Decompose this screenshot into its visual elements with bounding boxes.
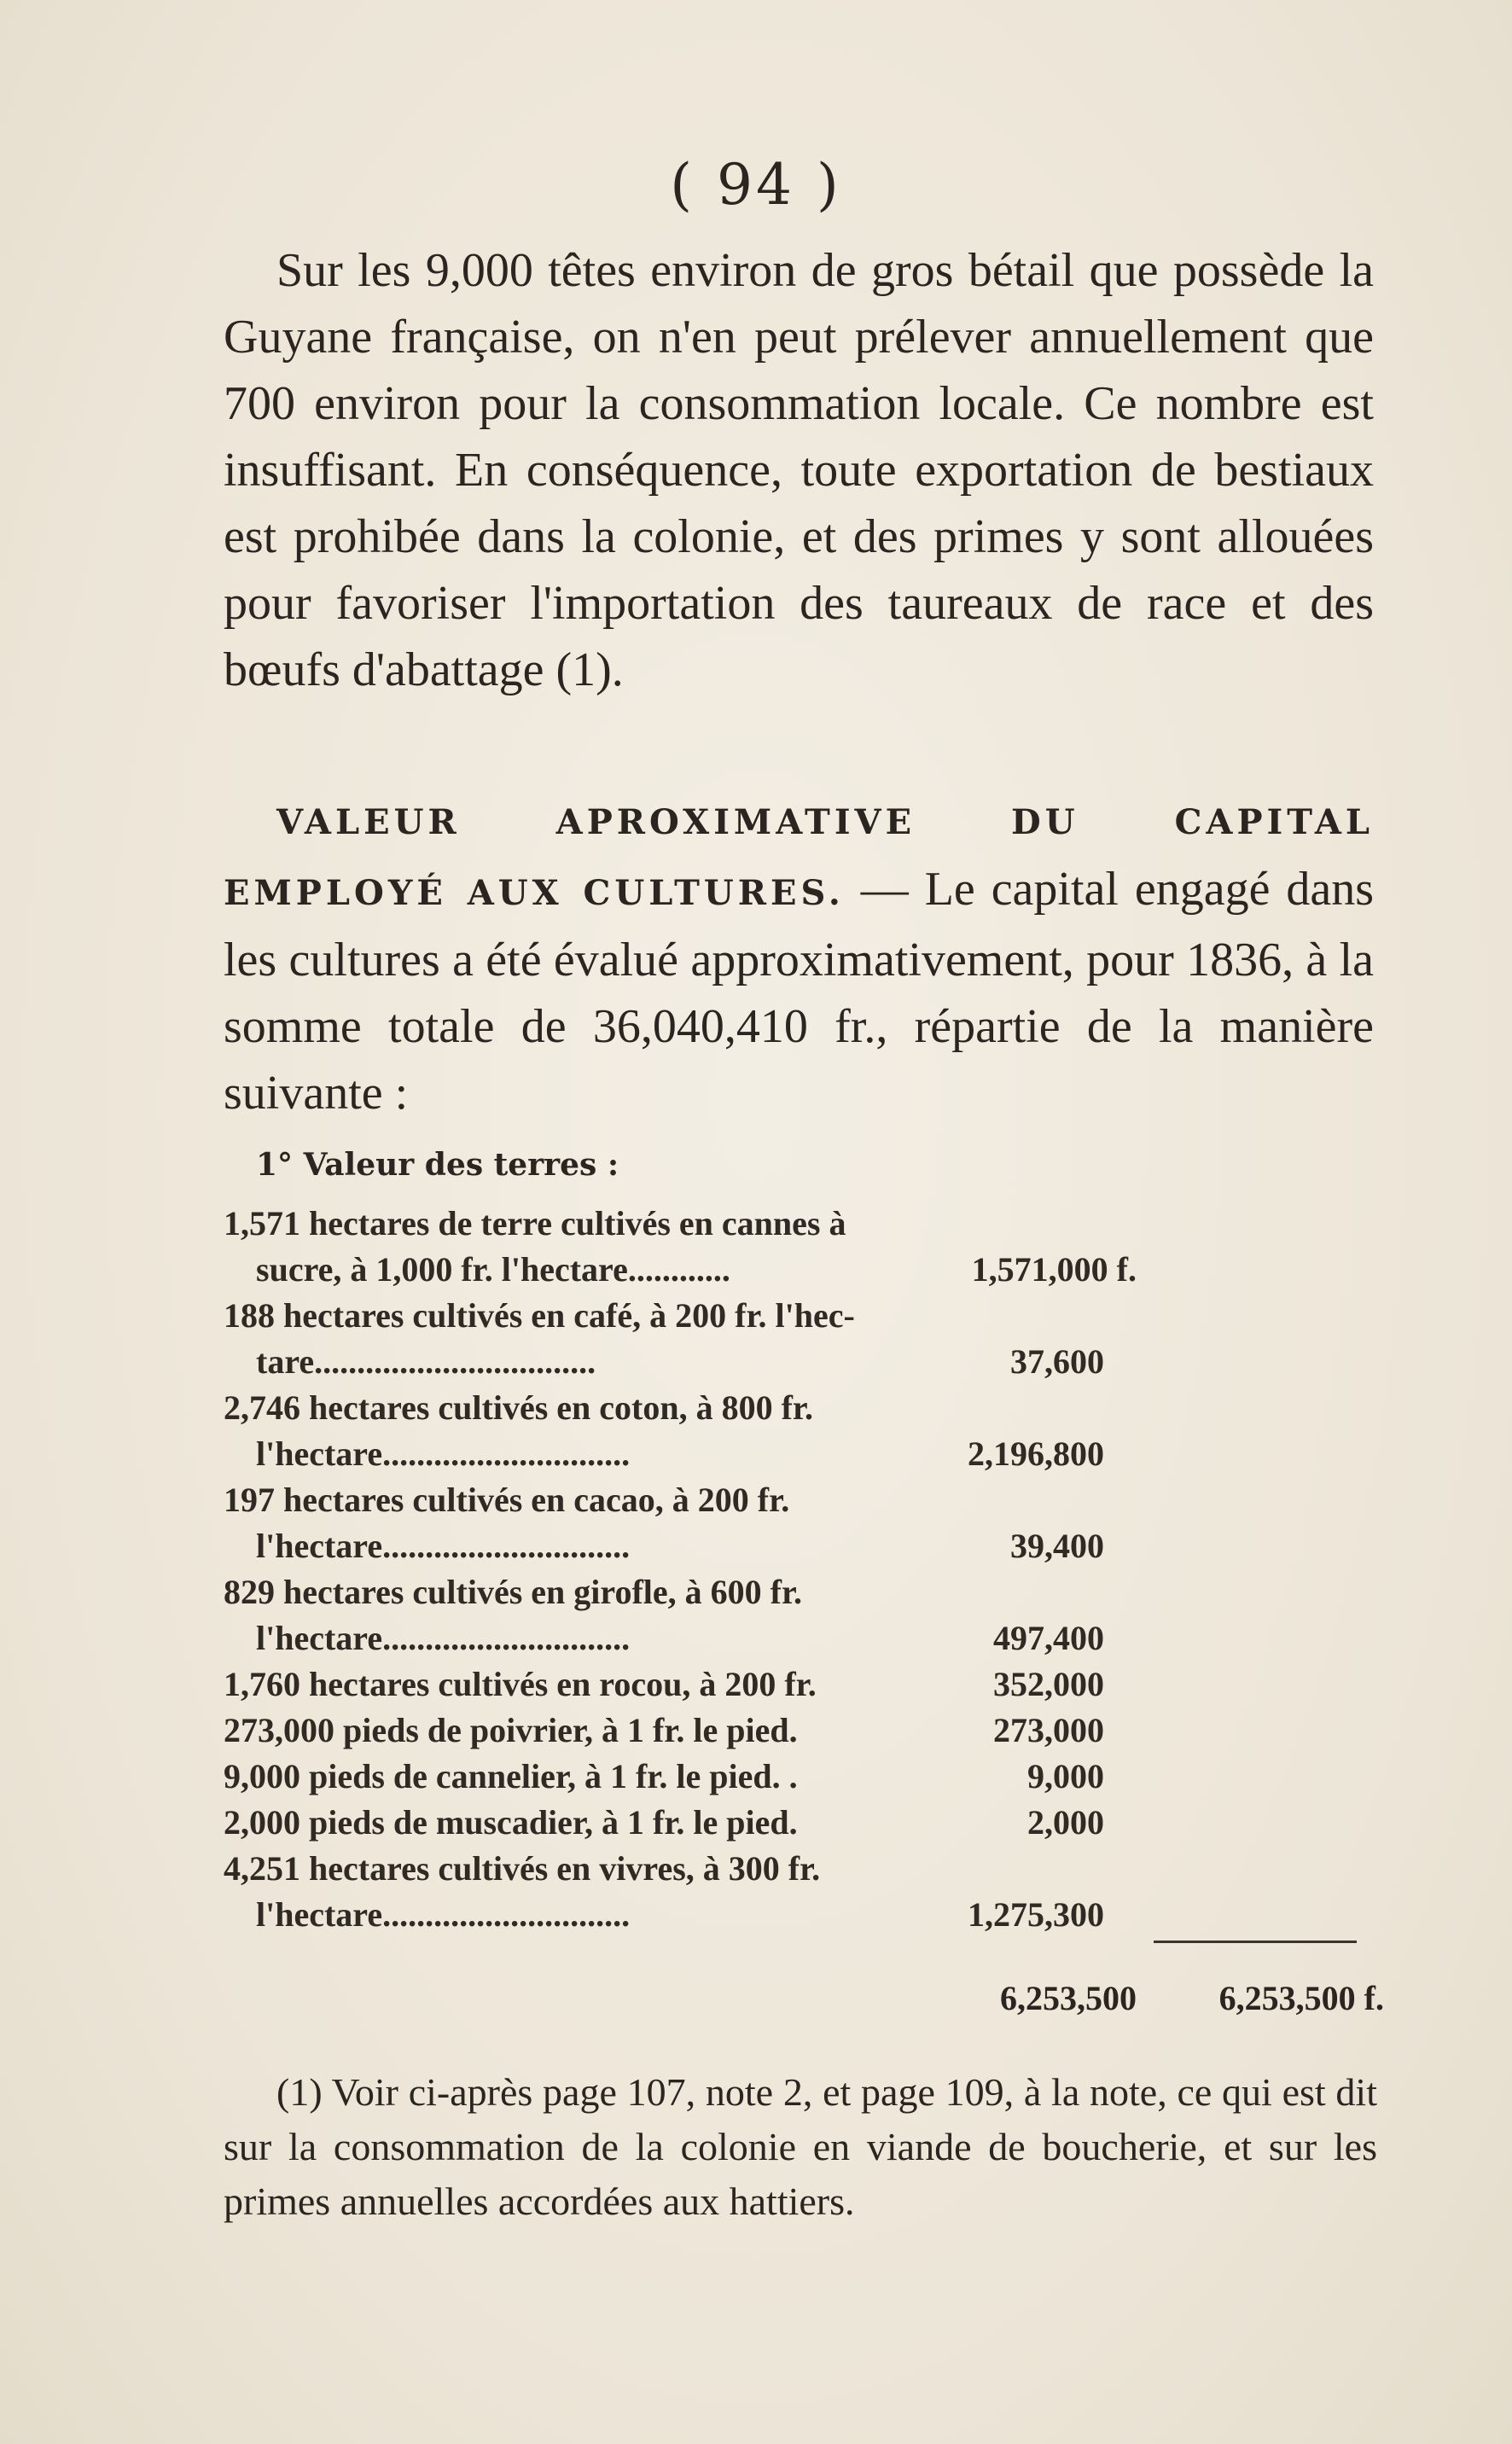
table-row bbox=[224, 1388, 1384, 1434]
subsection-title: 1° Valeur des terres : bbox=[256, 1147, 619, 1183]
table-row bbox=[224, 1848, 1384, 1894]
table-row bbox=[224, 1756, 1384, 1802]
table-row bbox=[224, 1203, 1384, 1249]
row-description: 197 hectares cultivés en cacao, à 200 fr. bbox=[224, 1481, 790, 1519]
table-rule-row bbox=[224, 1941, 1384, 1952]
sum-rule bbox=[1154, 1941, 1357, 1943]
page-number: ( 94 ) bbox=[670, 152, 842, 218]
row-description-cont: sucre, à 1,000 fr. l'hectare............ bbox=[256, 1250, 730, 1289]
row-value: 1,571,000 f. bbox=[971, 1250, 1137, 1289]
row-description-cont: tare................................. bbox=[256, 1342, 596, 1381]
row-value: 273,000 bbox=[993, 1711, 1104, 1749]
paragraph-capital-text: — Le capital engagé dans les cultures a été évalué approximativement, pour 1836, à la somme totale de 36,040,410 fr., répartie de la manière suivante : bbox=[224, 863, 1374, 1120]
table-row bbox=[224, 1249, 1384, 1295]
table-row bbox=[224, 1295, 1384, 1341]
row-description: 188 hectares cultivés en café, à 200 fr. l'hec- bbox=[224, 1296, 855, 1335]
row-value: 497,400 bbox=[993, 1619, 1104, 1657]
row-value: 2,196,800 bbox=[968, 1434, 1104, 1473]
row-value: 352,000 bbox=[993, 1665, 1104, 1703]
row-description: 4,251 hectares cultivés en vivres, à 300 fr. bbox=[224, 1849, 821, 1888]
row-description-cont: l'hectare............................. bbox=[256, 1434, 631, 1473]
row-description: 9,000 pieds de cannelier, à 1 fr. le pied. . bbox=[224, 1757, 798, 1795]
section-title: VALEUR APROXIMATIVE DU CAPITAL EMPLOYÉ AUX CULTURES. bbox=[224, 802, 1374, 913]
subtotal-value: 6,253,500 bbox=[1000, 1979, 1137, 2017]
row-value: 37,600 bbox=[1010, 1342, 1104, 1381]
table-row bbox=[224, 1526, 1384, 1572]
row-value: 2,000 bbox=[1027, 1803, 1104, 1842]
row-description: 1,760 hectares cultivés en rocou, à 200 fr. bbox=[224, 1665, 817, 1703]
paragraph-capital bbox=[224, 785, 1374, 1126]
table-row bbox=[224, 1664, 1384, 1710]
row-description: 2,000 pieds de muscadier, à 1 fr. le pied. bbox=[224, 1803, 798, 1842]
row-description-cont: l'hectare............................. bbox=[256, 1527, 631, 1565]
table-row bbox=[224, 1341, 1384, 1388]
grand-total-value: 6,253,500 f. bbox=[1218, 1979, 1384, 2017]
land-value-table bbox=[224, 1203, 1384, 1952]
footnote: (1) Voir ci-après page 107, note 2, et page 109, à la note, ce qui est dit sur la consommation de la colonie en viande de boucherie, et sur les primes annuelles accordées aux hattiers. bbox=[224, 2070, 1377, 2223]
total-row bbox=[224, 1978, 1384, 2029]
row-description: 2,746 hectares cultivés en coton, à 800 fr. bbox=[224, 1388, 814, 1427]
row-description: 273,000 pieds de poivrier, à 1 fr. le pied. bbox=[224, 1711, 798, 1749]
table-row bbox=[224, 1802, 1384, 1848]
table-row bbox=[224, 1572, 1384, 1618]
table-row bbox=[224, 1618, 1384, 1664]
row-description-cont: l'hectare............................. bbox=[256, 1619, 631, 1657]
row-description: 1,571 hectares de terre cultivés en cannes à bbox=[224, 1204, 846, 1242]
table-row bbox=[224, 1480, 1384, 1526]
table-row bbox=[224, 1434, 1384, 1480]
paragraph-livestock: Sur les 9,000 têtes environ de gros bétail que possède la Guyane française, on n'en peut prélever annuellement que 700 environ pour la consommation locale. Ce nombre est insuffisant. En conséquence, toute exportation de bestiaux est prohibée dans la colonie, et des primes y sont allouées pour favoriser l'importation des taureaux de race et des bœufs d'abattage (1). bbox=[224, 244, 1374, 696]
row-description: 829 hectares cultivés en girofle, à 600 fr. bbox=[224, 1573, 803, 1611]
row-value: 1,275,300 bbox=[968, 1895, 1104, 1934]
row-value: 9,000 bbox=[1027, 1757, 1104, 1795]
table-row bbox=[224, 1710, 1384, 1756]
table-row bbox=[224, 1894, 1384, 1941]
row-value: 39,400 bbox=[1010, 1527, 1104, 1565]
row-description-cont: l'hectare............................. bbox=[256, 1895, 631, 1934]
